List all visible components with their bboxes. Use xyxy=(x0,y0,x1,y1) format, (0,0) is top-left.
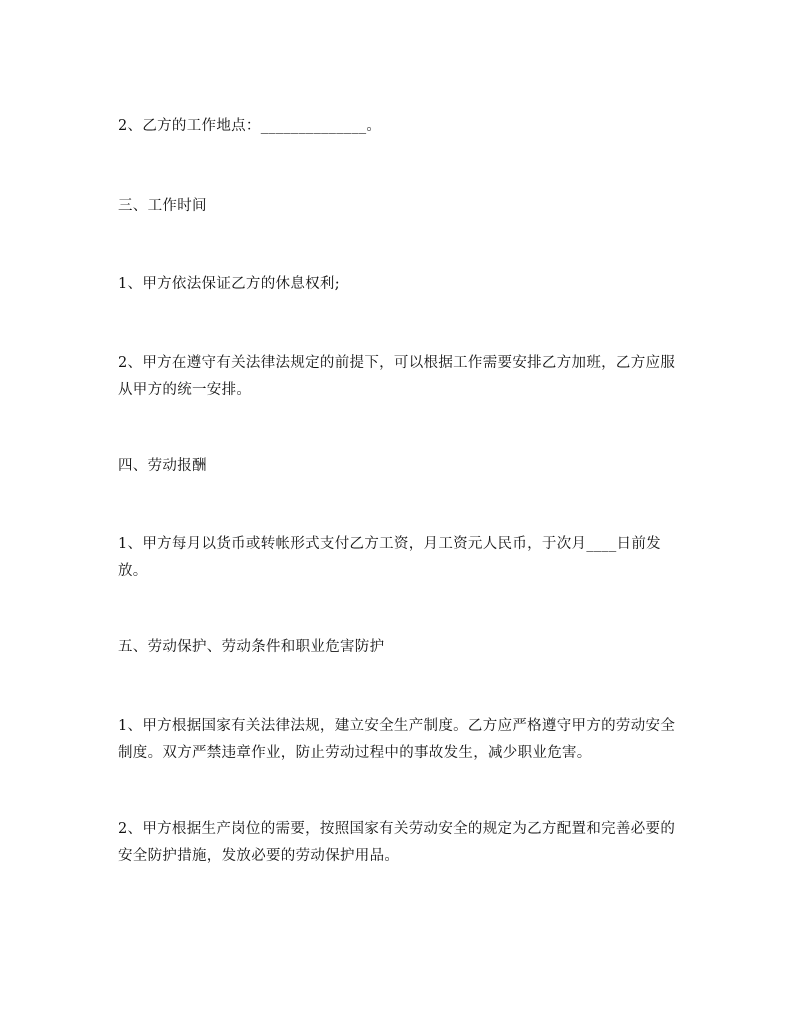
clause-work-location: 2、乙方的工作地点：______________。 xyxy=(118,118,382,134)
clause-safety-system: 1、甲方根据国家有关法律法规，建立安全生产制度。乙方应严格遵守甲方的劳动安全制度。双方严禁违章作业，防止劳动过程中的事故发生，减少职业危害。 xyxy=(118,718,676,761)
section-heading-remuneration: 四、劳动报酬 xyxy=(118,458,207,474)
clause-protective-equipment: 2、甲方根据生产岗位的需要，按照国家有关劳动安全的规定为乙方配置和完善必要的安全防护措施，发放必要的劳动保护用品。 xyxy=(118,821,676,864)
section-heading-working-hours: 三、工作时间 xyxy=(118,198,207,214)
clause-salary-payment: 1、甲方每月以货币或转帐形式支付乙方工资，月工资元人民币，于次月____日前发放。 xyxy=(118,536,661,579)
clause-rest-rights: 1、甲方依法保证乙方的休息权利; xyxy=(118,276,340,292)
section-heading-labor-protection: 五、劳动保护、劳动条件和职业危害防护 xyxy=(118,639,385,655)
clause-overtime: 2、甲方在遵守有关法律法规定的前提下，可以根据工作需要安排乙方加班，乙方应服从甲方的统一安排。 xyxy=(118,355,676,398)
